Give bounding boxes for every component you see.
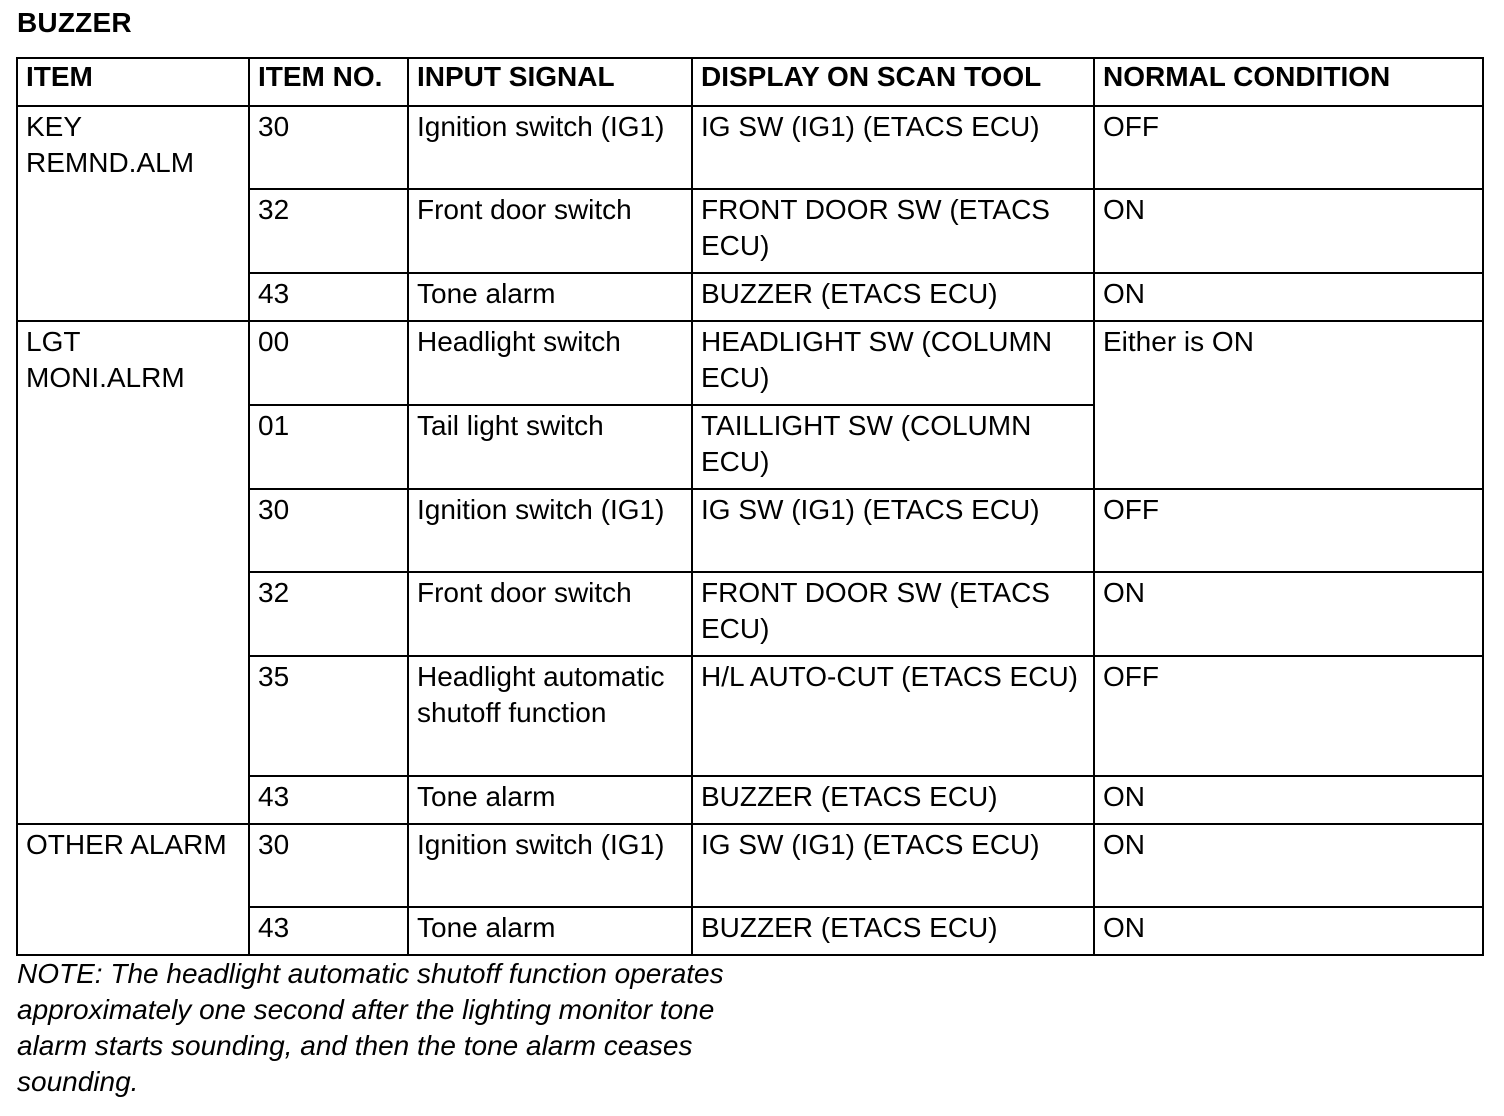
display-cell: FRONT DOOR SW (ETACS ECU): [692, 189, 1094, 273]
normal-condition-cell: ON: [1094, 907, 1483, 955]
normal-condition-cell: Either is ON: [1094, 321, 1483, 489]
display-cell: TAILLIGHT SW (COLUMN ECU): [692, 405, 1094, 489]
normal-condition-cell: OFF: [1094, 656, 1483, 776]
header-row: [17, 58, 1483, 106]
header-input-signal: INPUT SIGNAL: [408, 58, 692, 106]
item-no-cell: 43: [249, 907, 408, 955]
display-cell: IG SW (IG1) (ETACS ECU): [692, 106, 1094, 189]
input-signal-cell: Tone alarm: [408, 273, 692, 321]
item-no-cell: 32: [249, 189, 408, 273]
input-signal-cell: Tone alarm: [408, 776, 692, 824]
header-item: ITEM: [17, 58, 249, 106]
item-no-cell: 30: [249, 489, 408, 572]
display-cell: BUZZER (ETACS ECU): [692, 907, 1094, 955]
input-signal-cell: Ignition switch (IG1): [408, 824, 692, 907]
input-signal-cell: Front door switch: [408, 572, 692, 656]
item-no-cell: 43: [249, 273, 408, 321]
item-no-cell: 43: [249, 776, 408, 824]
input-signal-cell: Front door switch: [408, 189, 692, 273]
table-row: [17, 824, 1483, 907]
normal-condition-cell: OFF: [1094, 489, 1483, 572]
table-row: [17, 321, 1483, 405]
header-normal-condition: NORMAL CONDITION: [1094, 58, 1483, 106]
document-title: BUZZER: [17, 7, 132, 38]
item-no-cell: 00: [249, 321, 408, 405]
display-cell: IG SW (IG1) (ETACS ECU): [692, 489, 1094, 572]
item-no-cell: 35: [249, 656, 408, 776]
item-no-cell: 32: [249, 572, 408, 656]
item-no-cell: 30: [249, 106, 408, 189]
normal-condition-cell: ON: [1094, 189, 1483, 273]
display-cell: HEADLIGHT SW (COLUMN ECU): [692, 321, 1094, 405]
input-signal-cell: Headlight automatic shutoff function: [408, 656, 692, 776]
footnote: NOTE: The headlight automatic shutoff function operates approximately one second after the lighting monitor tone alarm starts sounding, and then the tone alarm ceases sounding.: [17, 958, 724, 1097]
display-cell: BUZZER (ETACS ECU): [692, 273, 1094, 321]
item-cell: LGT MONI.ALRM: [17, 321, 249, 824]
normal-condition-cell: ON: [1094, 824, 1483, 907]
display-cell: IG SW (IG1) (ETACS ECU): [692, 824, 1094, 907]
item-no-cell: 30: [249, 824, 408, 907]
display-cell: BUZZER (ETACS ECU): [692, 776, 1094, 824]
normal-condition-cell: ON: [1094, 776, 1483, 824]
input-signal-cell: Ignition switch (IG1): [408, 106, 692, 189]
display-cell: H/L AUTO-CUT (ETACS ECU): [692, 656, 1094, 776]
item-cell: OTHER ALARM: [17, 824, 249, 955]
item-no-cell: 01: [249, 405, 408, 489]
normal-condition-cell: OFF: [1094, 106, 1483, 189]
item-cell: KEY REMND.ALM: [17, 106, 249, 321]
input-signal-cell: Tail light switch: [408, 405, 692, 489]
buzzer-table: [16, 57, 1484, 956]
normal-condition-cell: ON: [1094, 273, 1483, 321]
normal-condition-cell: ON: [1094, 572, 1483, 656]
input-signal-cell: Tone alarm: [408, 907, 692, 955]
header-item-no: ITEM NO.: [249, 58, 408, 106]
table-row: [17, 106, 1483, 189]
input-signal-cell: Headlight switch: [408, 321, 692, 405]
header-display: DISPLAY ON SCAN TOOL: [692, 58, 1094, 106]
display-cell: FRONT DOOR SW (ETACS ECU): [692, 572, 1094, 656]
input-signal-cell: Ignition switch (IG1): [408, 489, 692, 572]
